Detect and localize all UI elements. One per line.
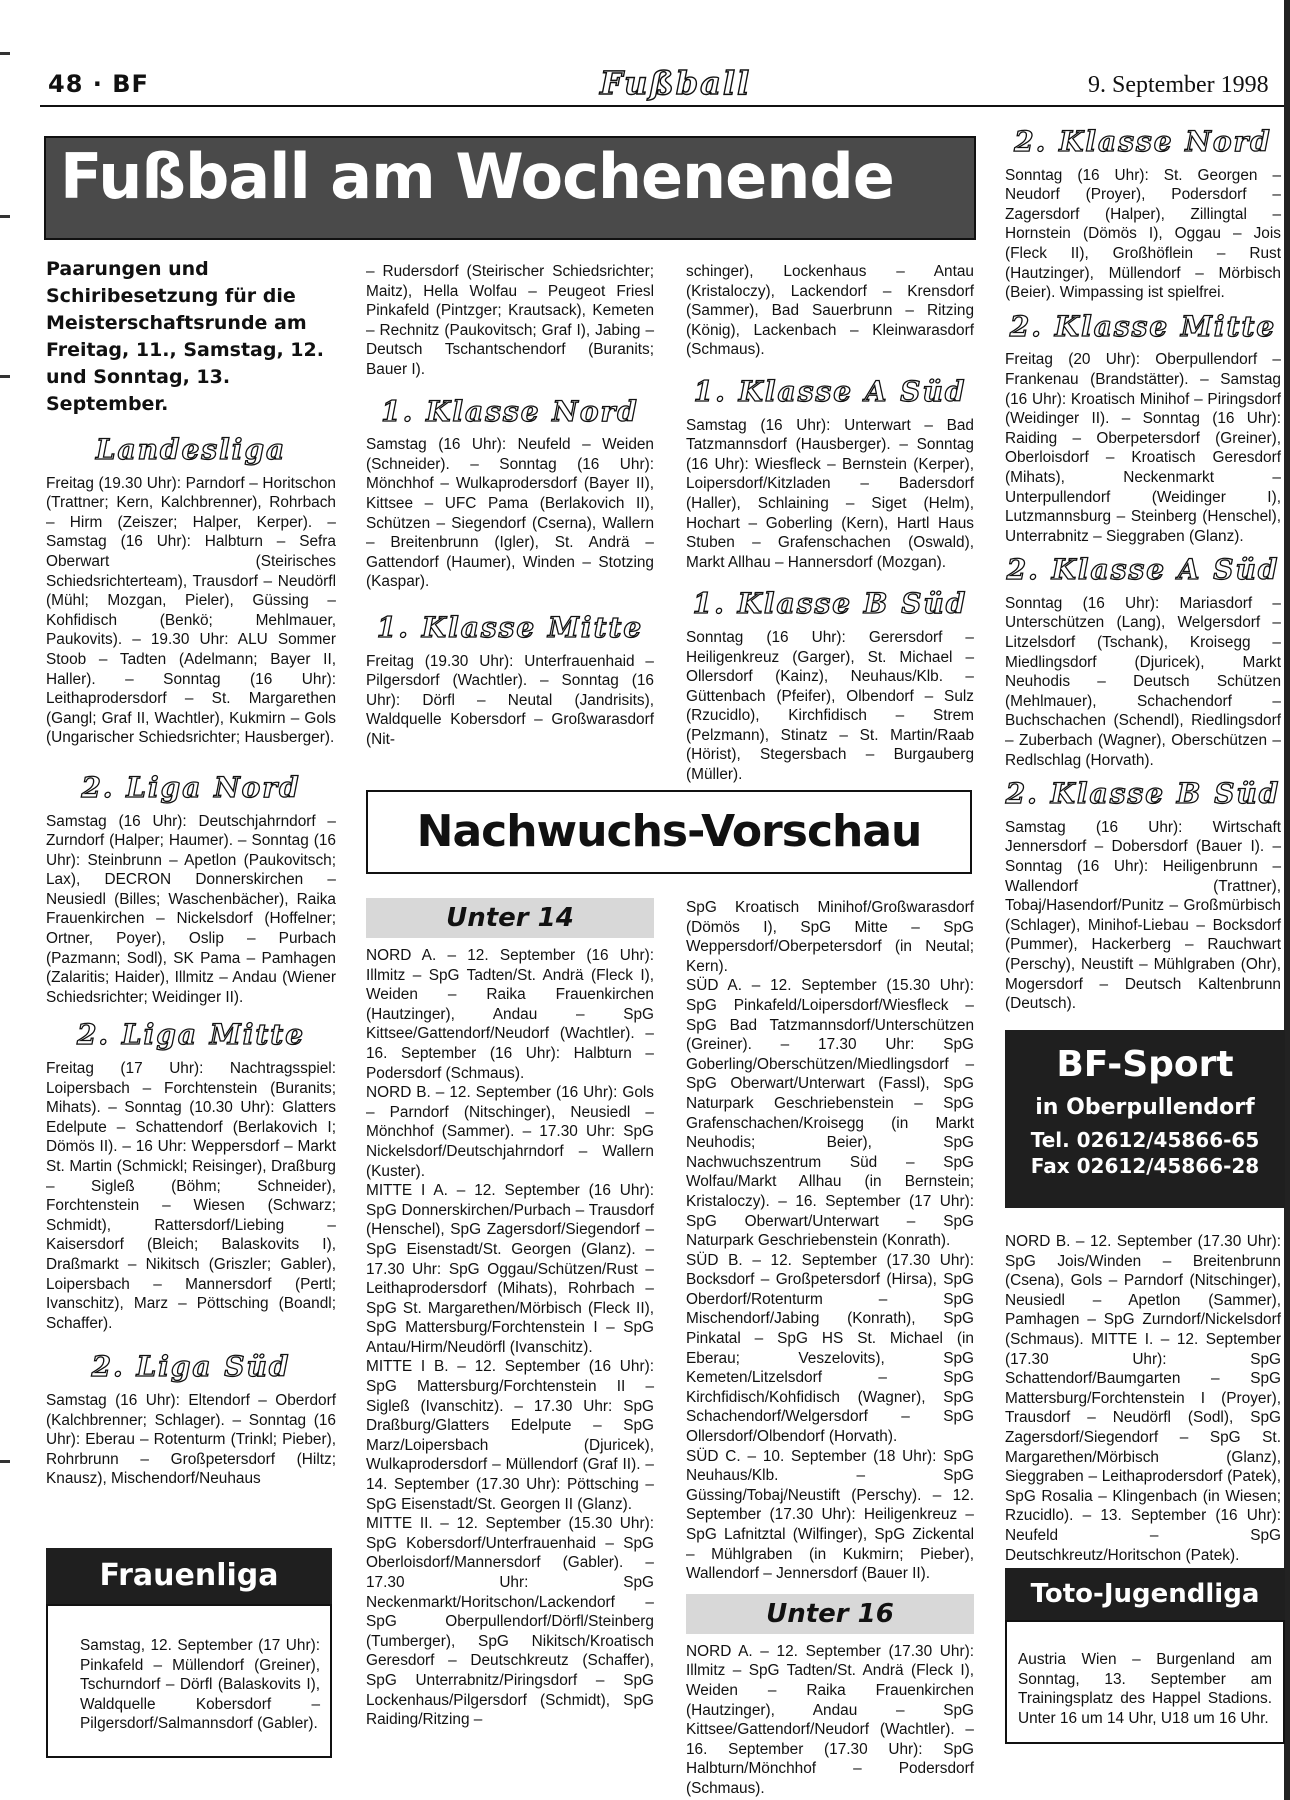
heading-1-klasse-b-sued: 1. Klasse B Süd <box>692 587 968 621</box>
bf-sport-tel: Tel. 02612/45866-65 <box>1030 1128 1260 1152</box>
margin-mark <box>0 1460 10 1463</box>
heading-2-klasse-b-sued: 2. Klasse B Süd <box>1005 777 1281 811</box>
page-number: 48 · BF <box>48 70 149 98</box>
header-rule <box>40 105 1285 107</box>
liga2sued-text: Samstag (16 Uhr): Eltendorf – Oberdorf (Kalchbrenner; Schlager). – Sonntag (16 Uhr): Eberau – Rotenturm (Trinkl; Pieber), Rohrbrunn – Großpetersdorf (Hiltz; Knausz), Mischendorf/Neuhaus <box>46 1391 336 1488</box>
heading-2-klasse-nord: 2. Klasse Nord <box>1014 125 1272 158</box>
issue-date: 9. September 1998 <box>1088 72 1269 98</box>
heading-2-klasse-a-sued: 2. Klasse A Süd <box>1006 553 1280 587</box>
u14-mitte-ib: MITTE I B. – 12. September (16 Uhr): SpG Mattersburg/Forchtenstein II – Sigleß (Ivanschitz). – 17.30 Uhr: SpG Draßburg/Glatters Edelpute – SpG Marz/Loipersbach (Djuricek), Wulkaprodersdorf – Müllendorf (Graf II). – 14. September (17.30 Uhr): Pöttsching – SpG Eisenstadt/St. Georgen II (Glanz). <box>366 1358 654 1513</box>
heading-1-klasse-mitte: 1. Klasse Mitte <box>376 610 644 644</box>
bf-sport-title: BF-Sport <box>1056 1044 1234 1085</box>
page-edge <box>1284 0 1290 1800</box>
u14-sued-b: SÜD B. – 12. September (17.30 Uhr): Bocksdorf – Großpetersdorf (Hirsa), SpG Oberdorf/Rotenturm – SpG Mischendorf/Jabing (Konrath), SpG Pinkatal – SpG HS St. Michael (in Eberau; Veszelovits), SpG Kemeten/Litzelsdorf – SpG Kirchfidisch/Kohfidisch (Wagner), SpG Schachendorf/Welgersdorf – SpG Ollersdorf/Olbendorf (Horvath). <box>686 1251 974 1446</box>
u16-nord-a: NORD A. – 12. September (17.30 Uhr): Illmitz – SpG Tadten/St. Andrä (Fleck I), Weiden – Raika Frauenkirchen (Hautzinger), Andau – SpG Kittsee/Gattendorf/Neudorf (Wachtler). – 16. September (17.30 Uhr): SpG Halbturn/Mönchhof – Podersdorf (Schmaus). <box>686 1642 974 1797</box>
k2bsued-text: Samstag (16 Uhr): Wirtschaft Jennersdorf – Dobersdorf (Bauer I). – Sonntag (16 Uhr): Heiligenbrunn – Wallendorf (Trattner), Tobaj/Hasendorf/Punitz – Großmürbisch (Schlager), Minihof-Liebau – Bocksdorf (Pummer), Hackerberg – Rauchwart (Perschy), Neustift – Mühlgraben (Ohr), Mogersdorf – Deutsch Kaltenbrunn (Deutsch). <box>1005 818 1281 1013</box>
nachwuchs-column-a <box>366 898 654 1730</box>
k2nord-text: Sonntag (16 Uhr): St. Georgen – Neudorf (Proyer), Podersdorf – Zagersdorf (Halper), Zillingtal – Hornstein (Dömös I), Oggau – Jois (Fleck II), Großhöflein – Rust (Hautzinger), Müllendorf – Mörbisch (Beier). Wimpassing ist spielfrei. <box>1005 166 1281 302</box>
k1bsued-text: Sonntag (16 Uhr): Gerersdorf – Heiligenkreuz (Garger), St. Michael – Ollersdorf (Kainz), Neuhaus/Klb. – Güttenbach (Pfeifer), Olbendorf – Sulz (Rzucidlo), Kirchfidisch – Strem (Pelzmann), Stinatz – St. Martin/Raab (Hörist), Stegersbach – Burgauberg (Müller). <box>686 628 974 784</box>
frauenliga-text: Samstag, 12. September (17 Uhr): Pinkafeld – Müllendorf (Greiner), Tschurndorf – Dörfl (Balaskovits I), Waldquelle Kobersdorf – Pilgersdorf/Salmannsdorf (Gabler). <box>80 1637 320 1733</box>
toto-title: Toto-Jugendliga <box>1005 1568 1285 1620</box>
headline: Fußball am Wochenende <box>60 140 894 213</box>
liga2nord-text: Samstag (16 Uhr): Deutschjahrndorf – Zurndorf (Halper; Haumer). – Sonntag (16 Uhr): Steinbrunn – Apetlon (Paukovitsch; Lax), DECRON Donnerskirchen – Neusiedl (Billes; Waschenbächer), Raika Frauenkirchen – Nickelsdorf (Hoffelner; Ortner, Poyer), Oslip – Purbach (Pazmann; Sodl), SK Pama – Pamhagen (Zalaritis; Haider), Illmitz – Andau (Wiener Schiedsrichter; Weidinger II). <box>46 812 336 1006</box>
u14-nord-a: NORD A. – 12. September (16 Uhr): Illmitz – SpG Tadten/St. Andrä (Fleck I), Weiden – Raika Frauenkirchen (Hautzinger), Andau – SpG Kittsee/Gattendorf/Neudorf (Wachtler). – 16. September (16 Uhr): Halbturn – Podersdorf (Schmaus). <box>366 947 654 1082</box>
heading-1-klasse-nord: 1. Klasse Nord <box>381 394 639 428</box>
k1mitte-text: Freitag (19.30 Uhr): Unterfrauenhaid – Pilgersdorf (Wachtler). – Sonntag (16 Uhr): Dörfl – Neutal (Jandrisits), Waldquelle Kobersdorf – Großwarasdorf (Nit- <box>366 652 654 748</box>
intro-text: Paarungen und Schiribesetzung für die Meisterschaftsrunde am Freitag, 11., Samstag, 12. und Sonntag, 13. September. <box>46 258 324 415</box>
u14-mitte-ii: MITTE II. – 12. September (15.30 Uhr): SpG Kobersdorf/Unterfrauenhaid – SpG Oberloisdorf/Mannersdorf (Gabler). – 17.30 Uhr: SpG Neckenmarkt/Horitschon/Lackendorf – SpG Oberpullendorf/Dörfl/Steinberg (Tumberger), SpG Nikitsch/Kroatisch Geresdorf – Deutschkreutz (Schaffer), SpG Unterrabnitz/Piringsdorf – SpG Lockenhaus/Pilgersdorf (Schmidt), SpG Raiding/Ritzing – <box>366 1515 654 1729</box>
unter-16-bar: Unter 16 <box>686 1594 974 1634</box>
c3-continuation: schinger), Lockenhaus – Antau (Kristaloczy), Lackendorf – Krensdorf (Sammer), Bad Sauerbrunn – Ritzing (König), Lackenbach – Kleinwarasdorf (Schmaus). <box>686 263 974 359</box>
u14-mitte-ia: MITTE I A. – 12. September (16 Uhr): SpG Donnerskirchen/Purbach – Trausdorf (Henschel), SpG Zagersdorf/Siegendorf – SpG Eisenstadt/St. Georgen (Glanz). – 17.30 Uhr: SpG Oggau/Schützen/Rust – Leithaprodersdorf (Mihats), Rohrbach – SpG St. Margarethen/Mörbisch (Fleck II), SpG Mattersburg/Forchtenstein I – SpG Antau/Hirm/Neudörfl (Ivanschitz). <box>366 1182 654 1356</box>
margin-mark <box>0 215 10 218</box>
c2-continuation: – Rudersdorf (Steirischer Schiedsrichter; Maitz), Hella Wolfau – Peugeot Friesl Pinkafeld (Pintzger; Krautsack), Kemeten – Rechnitz (Paukovitsch; Graf I), Jabing – Deutsch Tschantschendorf (Buranits; Bauer I). <box>366 263 654 378</box>
bf-sport-fax: Fax 02612/45866-28 <box>1030 1154 1260 1178</box>
column-1 <box>46 256 336 1489</box>
heading-2-liga-sued: 2. Liga Süd <box>91 1350 291 1384</box>
u14-sued-a: SÜD A. – 12. September (15.30 Uhr): SpG Pinkafeld/Loipersdorf/Wiesfleck – SpG Bad Tatzmannsdorf/Unterschützen (Greiner). – 17.30 Uhr: SpG Goberling/Oberschützen/Miedlingsdorf – SpG Oberwart/Unterwart (Fassl), SpG Naturpark Geschriebenstein – SpG Grafenschachen/Kroisegg (in Markt Neuhodis; Beier), SpG Nachwuchszentrum Süd – SpG Wolfau/Markt Allhau (in Bernstein; Kristaloczy). – 16. September (17 Uhr): SpG Oberwart/Unterwart – SpG Naturpark Geschriebenstein (Konrath). <box>686 977 974 1250</box>
k1asued-text: Samstag (16 Uhr): Unterwart – Bad Tatzmannsdorf (Hausberger). – Sonntag (16 Uhr): Wiesfleck – Bernstein (Kerper), Loipersdorf/Kitzladen – Badersdorf (Haller), Schlaining – Siget (Helm), Hochart – Goberling (Kern), Hartl Haus Stuben – Grafenschachen (Oswald), Markt Allhau – Hannersdorf (Mozgan). <box>686 416 974 571</box>
k1nord-text: Samstag (16 Uhr): Neufeld – Weiden (Schneider). – Sonntag (16 Uhr): Mönchhof – Wulkaprodersdorf (Bayer II), Kittsee – UFC Pama (Berlakovich II), Schützen – Siegendorf (Cserna), Wallern – Breitenbrunn (Igler), St. Andrä – Gattendorf (Haumer), Winden – Stotzing (Kaspar). <box>366 436 654 591</box>
nachwuchs-column-c: NORD B. – 12. September (17.30 Uhr): SpG Jois/Winden – Breitenbrunn (Csena), Gols – Parndorf (Nitschinger), Neusiedl – Apetlon (Sammer), Pamhagen – SpG Zurndorf/Nickelsdorf (Schmaus). MITTE I. – 12. September (17.30 Uhr): SpG Schattendorf/Baumgarten – SpG Mattersburg/Forchtenstein I (Proyer), Trausdorf – Neudörfl (Sodl), SpG Zagersdorf/Siegendorf – SpG St. Margarethen/Mörbisch (Glanz), Sieggraben – Leithaprodersdorf (Patek), SpG Rosalia – Klingenbach (in Wiesen; Rzucidlo). – 13. September (16 Uhr): Neufeld – SpG Deutschkreutz/Horitschon (Patek). <box>1005 1233 1281 1564</box>
nachwuchs-title: Nachwuchs-Vorschau <box>366 790 972 874</box>
landesliga-text: Freitag (19.30 Uhr): Parndorf – Horitschon (Trattner; Kern, Kalchbrenner), Rohrbach – Hirm (Zeiszer; Halper, Kerper). – Samstag (16 Uhr): Halbturn – Sefra Oberwart (Steirisches Schiedsrichterteam), Trausdorf – Neudörfl (Mühl; Mozgan, Pieler), Güssing – Kohfidisch (Benkö; Mehlmauer, Paukovits). – 19.30 Uhr: ALU Sommer Stoob – Tadten (Adelmann; Bayer II, Haller). – Sonntag (16 Uhr): Leithaprodersdorf – St. Margarethen (Gangl; Graf II, Wachtler), Kukmirn – Gols (Ungarischer Schiedsrichter; Hausberger). <box>46 474 336 747</box>
heading-1-klasse-a-sued: 1. Klasse A Süd <box>693 374 967 408</box>
headline-banner <box>44 136 976 240</box>
section-title: Fußball <box>600 64 752 102</box>
margin-mark <box>0 375 10 378</box>
bf-sport-place: in Oberpullendorf <box>1035 1095 1255 1120</box>
margin-mark <box>0 52 10 55</box>
column-2 <box>366 262 654 749</box>
frauenliga-title: Frauenliga <box>46 1548 332 1604</box>
u14-nord-b: NORD B. – 12. September (16 Uhr): Gols – Parndorf (Nitschinger), Neusiedl – Mönchhof (Sammer). – 17.30 Uhr: SpG Nickelsdorf/Deutschjahrndorf – Wallern (Kuster). <box>366 1084 654 1180</box>
heading-landesliga: Landesliga <box>95 433 287 466</box>
liga2mitte-text: Freitag (17 Uhr): Nachtragsspiel: Loipersbach – Forchtenstein (Buranits; Mihats). – Sonntag (10.30 Uhr): Glatters Edelpute – Schattendorf (Berlakovich I; Dömös II). – 16 Uhr: Weppersdorf – Markt St. Martin (Schmickl; Reisinger), Draßburg – Sigleß (Böhm; Schneider), Forchtenstein – Wiesen (Schwarz; Schmidt), Rattersdorf/Liebing – Kaisersdorf (Bleich; Balaskovits I), Draßmarkt – Nikitsch (Griszler; Gabler), Loipersbach – Mannersdorf (Pertl; Ivanschitz), Marz – Pöttsching (Boandl; Schaffer). <box>46 1060 336 1332</box>
u14-sued-c: SÜD C. – 10. September (18 Uhr): SpG Neuhaus/Klb. – SpG Güssing/Tobaj/Neustift (Perschy). – 12. September (17.30 Uhr): Heiligenkreuz – SpG Lafnitztal (Wilfinger), SpG Zickental – Mühlgraben (in Kukmirn; Pieber), Wallendorf – Jennersdorf (Bauer II). <box>686 1447 974 1583</box>
k2asued-text: Sonntag (16 Uhr): Mariasdorf – Unterschützen (Lang), Welgersdorf – Litzelsdorf (Tschank), Kroisegg – Miedlingsdorf (Djuricek), Markt Neuhodis – Deutsch Schützen (Mehlmauer), Schachendorf – Buchschachen (Schendl), Riedlingsdorf – Zuberbach (Wagner), Oberschützen – Redlschlag (Horvath). <box>1005 594 1281 769</box>
nachwuchs-column-b <box>686 898 974 1799</box>
bf-sport-box <box>1005 1030 1285 1208</box>
heading-2-klasse-mitte: 2. Klasse Mitte <box>1009 309 1277 343</box>
heading-2-liga-nord: 2. Liga Nord <box>81 770 301 804</box>
toto-text: Austria Wien – Burgenland am Sonntag, 13. September am Trainingsplatz des Happel Stadions. Unter 16 um 14 Uhr, U18 um 16 Uhr. <box>1018 1651 1272 1727</box>
k2mitte-text: Freitag (20 Uhr): Oberpullendorf – Frankenau (Brandstätter). – Samstag (16 Uhr): Kroatisch Minihof – Piringsdorf (Weidinger II). – Sonntag (16 Uhr): Raiding – Oberpetersdorf (Greiner), Oberloisdorf – Kroatisch Geresdorf (Mihats), Neckenmarkt – Unterpullendorf (Weidinger I), Lutzmannsburg – Steinberg (Henschel), Unterrabnitz – Sieggraben (Glanz). <box>1005 351 1281 545</box>
unter-14-bar: Unter 14 <box>366 898 654 938</box>
heading-2-liga-mitte: 2. Liga Mitte <box>76 1018 306 1052</box>
column-3 <box>686 262 974 785</box>
column-4 <box>1005 125 1281 1014</box>
u14-cont: SpG Kroatisch Minihof/Großwarasdorf (Dömös I), SpG Mitte – SpG Weppersdorf/Oberpetersdorf (in Neutal; Kern). <box>686 899 974 975</box>
